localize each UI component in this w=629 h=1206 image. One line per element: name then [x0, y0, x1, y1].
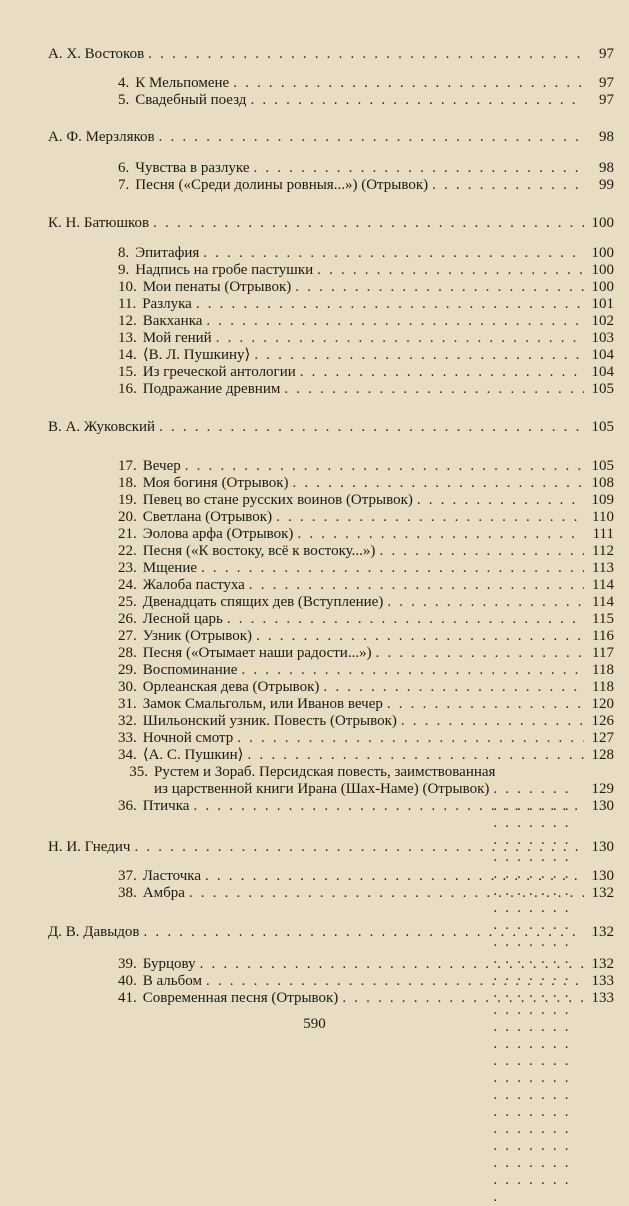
entry-number: 10.: [118, 279, 137, 295]
toc-entry: [118, 543, 614, 560]
toc-entry: [118, 798, 614, 815]
entry-number: 21.: [118, 526, 137, 542]
author-name: А. Х. Востоков: [48, 46, 145, 62]
dot-leader: [250, 347, 584, 364]
dot-leader: [197, 560, 584, 577]
dot-leader: [413, 492, 584, 509]
dot-leader: [237, 662, 584, 679]
dot-leader: [272, 509, 584, 526]
dot-leader: [130, 839, 584, 856]
entry-page: 130: [591, 868, 614, 884]
toc-entry: [118, 611, 614, 628]
entry-page: 115: [592, 611, 614, 627]
entry-title: Бурцову: [142, 956, 196, 972]
entry-title: Разлука: [142, 296, 192, 312]
entry-page: 120: [591, 696, 614, 712]
toc-entry: [118, 330, 614, 347]
toc-entry: [118, 509, 614, 526]
entry-number: 20.: [118, 509, 137, 525]
entry-title: Песня («Среди долины ровныя...») (Отрывок): [135, 177, 429, 193]
entry-number: 26.: [118, 611, 137, 627]
entry-number: 31.: [118, 696, 137, 712]
entry-number: 41.: [118, 990, 137, 1006]
dot-leader: [383, 696, 584, 713]
entry-number: 34.: [118, 747, 137, 763]
entry-title-line1: [118, 764, 614, 781]
entry-title: Амбра: [142, 885, 185, 901]
entry-page: 98: [599, 160, 614, 176]
entry-title: Певец во стане русских воинов (Отрывок): [142, 492, 413, 508]
dot-leader: [155, 419, 584, 436]
author-page: 105: [591, 419, 614, 435]
toc-entry: [118, 662, 614, 679]
dot-leader: [244, 747, 584, 764]
entry-number: 16.: [118, 381, 137, 397]
entry-number: 9.: [118, 262, 130, 278]
entry-page: 126: [591, 713, 614, 729]
entry-page: 118: [592, 679, 614, 695]
toc-entry: [118, 364, 614, 381]
dot-leader: [293, 526, 584, 543]
entry-title: Свадебный поезд: [135, 92, 247, 108]
toc-entry: [118, 75, 614, 92]
dot-leader: [296, 364, 584, 381]
entry-title: Светлана (Отрывок): [142, 509, 273, 525]
entry-number: 38.: [118, 885, 137, 901]
dot-leader: [192, 296, 584, 313]
dot-leader: [189, 798, 584, 815]
entry-title: Ласточка: [142, 868, 201, 884]
entry-number: 37.: [118, 868, 137, 884]
author-row: [48, 419, 614, 436]
dot-leader: [313, 262, 584, 279]
toc-entry: [118, 458, 614, 475]
toc-entry: [118, 475, 614, 492]
toc-entry: [118, 92, 614, 109]
toc-entry: [118, 679, 614, 696]
entry-title: Воспоминание: [142, 662, 238, 678]
toc-entry: [118, 492, 614, 509]
author-row: [48, 215, 614, 232]
author-name: А. Ф. Мерзляков: [48, 129, 155, 145]
entry-page: 101: [591, 296, 614, 312]
entry-number: 7.: [118, 177, 130, 193]
entry-page: 132: [591, 956, 614, 972]
dot-leader: [291, 279, 584, 296]
entry-page: 103: [591, 330, 614, 346]
author-row: [48, 129, 614, 146]
dot-leader: [155, 129, 584, 146]
entry-page: 132: [591, 885, 614, 901]
entry-page: 100: [591, 245, 614, 261]
entry-title: Моя богиня (Отрывок): [142, 475, 289, 491]
dot-leader: [201, 868, 584, 885]
dot-leader: [196, 956, 584, 973]
dot-leader: [338, 990, 584, 1007]
entry-page: 127: [591, 730, 614, 746]
toc-entry: [118, 973, 614, 990]
entry-page: 133: [591, 990, 614, 1006]
entry-title: Двенадцать спящих дев (Вступление): [142, 594, 384, 610]
dot-leader: [245, 577, 584, 594]
entry-number: 23.: [118, 560, 137, 576]
entry-title: Птичка: [142, 798, 190, 814]
entry-number: 27.: [118, 628, 137, 644]
entry-number: 6.: [118, 160, 130, 176]
toc-entry: [118, 177, 614, 194]
entry-number: 29.: [118, 662, 137, 678]
entry-page: 97: [599, 92, 614, 108]
dot-leader: [428, 177, 584, 194]
toc-entry: [118, 526, 614, 543]
entry-title: Подражание древним: [142, 381, 281, 397]
entry-number: 24.: [118, 577, 137, 593]
entry-page: 118: [592, 662, 614, 678]
entry-title: Мщение: [142, 560, 198, 576]
entry-page: 133: [591, 973, 614, 989]
entry-page: 100: [591, 262, 614, 278]
entry-number: 18.: [118, 475, 137, 491]
entry-page: 111: [592, 526, 614, 542]
entry-number: 33.: [118, 730, 137, 746]
dot-leader: [246, 92, 584, 109]
entry-number: 36.: [118, 798, 137, 814]
author-page: 100: [591, 215, 614, 231]
entry-page: 116: [592, 628, 614, 644]
dot-leader: [372, 645, 584, 662]
dot-leader: [185, 885, 584, 902]
author-page: 132: [591, 924, 614, 940]
author-page: 97: [599, 46, 614, 62]
dot-leader: [319, 679, 584, 696]
toc-entry: [118, 160, 614, 177]
entry-title: Песня («К востоку, всё к востоку...»): [142, 543, 376, 559]
entry-title: Эолова арфа (Отрывок): [142, 526, 294, 542]
entry-page: 114: [592, 594, 614, 610]
entry-number: 14.: [118, 347, 137, 363]
toc-entry: [118, 730, 614, 747]
dot-leader: [202, 313, 584, 330]
entry-page: 128: [591, 747, 614, 763]
author-row: [48, 839, 614, 856]
toc-entry: [118, 747, 614, 764]
entry-number: 5.: [118, 92, 130, 108]
entry-page: 114: [592, 577, 614, 593]
toc-entry: [118, 645, 614, 662]
entry-title: Вакханка: [142, 313, 203, 329]
entry-page: 108: [591, 475, 614, 491]
entry-page: 129: [591, 781, 614, 797]
entry-page: 105: [591, 381, 614, 397]
entry-number: 8.: [118, 245, 130, 261]
entry-page: 104: [591, 364, 614, 380]
entry-number: 32.: [118, 713, 137, 729]
toc-entry: [118, 713, 614, 730]
entry-title: К Мельпомене: [135, 75, 230, 91]
author-name: Н. И. Гнедич: [48, 839, 131, 855]
toc-entry: [118, 696, 614, 713]
dot-leader: [149, 215, 584, 232]
toc-entry: [118, 885, 614, 902]
entry-title: Мой гений: [142, 330, 212, 346]
entry-title: Замок Смальгольм, или Иванов вечер: [142, 696, 383, 712]
entry-title: Узник (Отрывок): [142, 628, 252, 644]
dot-leader: [288, 475, 584, 492]
author-name: Д. В. Давыдов: [48, 924, 140, 940]
entry-page: 112: [592, 543, 614, 559]
toc-entry: [118, 594, 614, 611]
toc-entry: [118, 560, 614, 577]
page-number: 590: [303, 1016, 326, 1032]
entry-title: Шильонский узник. Повесть (Отрывок): [142, 713, 397, 729]
entry-number: 13.: [118, 330, 137, 346]
dot-leader: [375, 543, 584, 560]
entry-page: 109: [591, 492, 614, 508]
entry-page: 117: [592, 645, 614, 661]
entry-page: 99: [599, 177, 614, 193]
dot-leader: [249, 160, 584, 177]
dot-leader: [212, 330, 584, 347]
dot-leader: [233, 730, 584, 747]
dot-leader: [140, 924, 584, 941]
entry-title: Из греческой антологии: [142, 364, 296, 380]
entry-page: 130: [591, 798, 614, 814]
dot-leader: [144, 46, 584, 63]
entry-title: Жалоба пастуха: [142, 577, 245, 593]
entry-title-continued: из царственной книги Ирана (Шах-Наме) (Отрывок): [154, 781, 490, 797]
entry-page: 105: [591, 458, 614, 474]
author-page: 130: [591, 839, 614, 855]
dot-leader: [223, 611, 584, 628]
entry-number: 28.: [118, 645, 137, 661]
entry-number: 39.: [118, 956, 137, 972]
author-row: [48, 46, 614, 63]
toc-entry: [118, 956, 614, 973]
entry-page: 110: [592, 509, 614, 525]
dot-leader: [383, 594, 584, 611]
entry-title: Надпись на гробе пастушки: [135, 262, 314, 278]
dot-leader: [199, 245, 584, 262]
entry-title: Мои пенаты (Отрывок): [142, 279, 292, 295]
toc-entry: [118, 381, 614, 398]
author-name: В. А. Жуковский: [48, 419, 156, 435]
toc-entry: [118, 313, 614, 330]
dot-leader: [229, 75, 584, 92]
toc-entry: [118, 868, 614, 885]
toc-entry: [118, 262, 614, 279]
entry-title: Орлеанская дева (Отрывок): [142, 679, 320, 695]
entry-number: 19.: [118, 492, 137, 508]
entry-number: 15.: [118, 364, 137, 380]
entry-number: 11.: [118, 296, 137, 312]
entry-page: 102: [591, 313, 614, 329]
entry-number: 35.: [129, 764, 148, 780]
toc-entry: [118, 245, 614, 262]
entry-number: 22.: [118, 543, 137, 559]
entry-number: 17.: [118, 458, 137, 474]
dot-leader: [397, 713, 584, 730]
entry-title: Вечер: [142, 458, 181, 474]
entry-title: Рустем и Зораб. Персидская повесть, заимствованная: [154, 764, 496, 780]
entry-title: Чувства в разлуке: [135, 160, 250, 176]
dot-leader: [252, 628, 584, 645]
entry-number: 4.: [118, 75, 130, 91]
entry-page: 113: [592, 560, 614, 576]
entry-title: Современная песня (Отрывок): [142, 990, 339, 1006]
entry-page: 97: [599, 75, 614, 91]
entry-title: В альбом: [142, 973, 202, 989]
toc-entry: [118, 628, 614, 645]
author-row: [48, 924, 614, 941]
entry-title: ⟨В. Л. Пушкину⟩: [142, 347, 251, 363]
entry-number: 12.: [118, 313, 137, 329]
entry-number: 30.: [118, 679, 137, 695]
entry-title: Ночной смотр: [142, 730, 234, 746]
author-name: К. Н. Батюшков: [48, 215, 150, 231]
entry-page: 100: [591, 279, 614, 295]
entry-number: 25.: [118, 594, 137, 610]
dot-leader: [202, 973, 584, 990]
entry-number: 40.: [118, 973, 137, 989]
author-page: 98: [599, 129, 614, 145]
entry-page: 104: [591, 347, 614, 363]
toc-entry: [118, 296, 614, 313]
toc-entry: [118, 990, 614, 1007]
dot-leader: [280, 381, 584, 398]
toc-entry: [118, 279, 614, 296]
dot-leader: [181, 458, 584, 475]
entry-title: Эпитафия: [135, 245, 200, 261]
entry-title: Песня («Отымает наши радости...»): [142, 645, 372, 661]
toc-entry: [118, 347, 614, 364]
toc-entry: [118, 577, 614, 594]
entry-title: ⟨А. С. Пушкин⟩: [142, 747, 244, 763]
entry-title: Лесной царь: [142, 611, 223, 627]
